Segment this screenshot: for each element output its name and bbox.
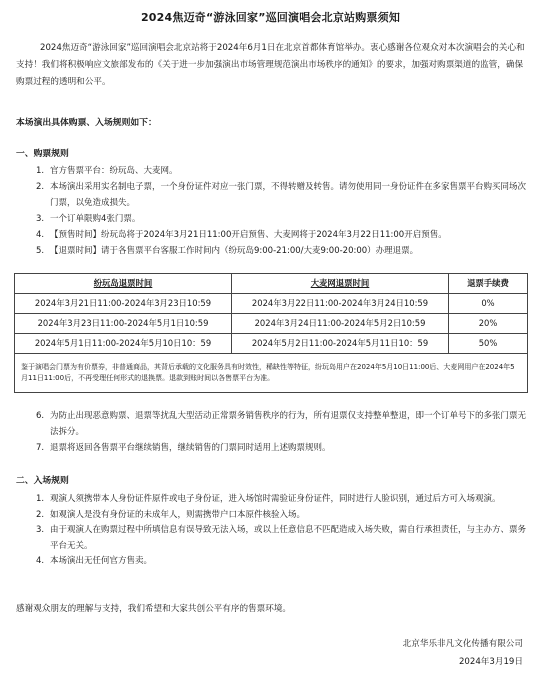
table-header-fee: 退票手续费 — [449, 274, 528, 294]
table-header-damai: 大麦网退票时间 — [232, 274, 449, 294]
list-item: 6. 为防止出现恶意购票、退票等扰乱大型活动正常票务销售秩序的行为，所有退票仅支持整单整退，即一个订单号下的多张门票无法拆分。 — [36, 411, 527, 437]
rules-heading: 本场演出具体购票、入场规则如下： — [16, 118, 157, 128]
table-row — [15, 314, 528, 334]
purchase-rules-list — [36, 163, 526, 259]
list-item: 5. 【退票时间】请于各售票平台客服工作时间内（纷玩岛9:00-21:00/大麦9:00-20:00）办理退票。 — [36, 246, 419, 256]
entry-rules-list — [36, 492, 526, 570]
list-item: 1. 官方售票平台：纷玩岛、大麦网。 — [36, 166, 178, 176]
table-cell: 2024年5月2日11:00-2024年5月11日10：59 — [232, 334, 449, 354]
list-item: 1. 观演人须携带本人身份证件原件或电子身份证，进入场馆时需验证身份证件，同时进行人脸识别，通过后方可入场观演。 — [36, 494, 501, 504]
table-cell: 2024年3月23日11:00-2024年5月1日10:59 — [15, 314, 232, 334]
table-header-row — [15, 274, 528, 294]
company-signature: 北京华乐非凡文化传播有限公司 — [402, 639, 523, 649]
table-note-row — [15, 354, 528, 393]
list-item: 2. 本场演出采用实名制电子票，一个身份证件对应一张门票，不得转赠及转售。请勿使用同一身份证件在多家售票平台购买同场次门票，以免造成损失。 — [36, 182, 527, 208]
table-cell: 50% — [449, 334, 528, 354]
table-row — [15, 294, 528, 314]
refund-table — [14, 273, 528, 393]
document-title: 2024焦迈奇“游泳回家”巡回演唱会北京站购票须知 — [140, 11, 401, 24]
table-cell: 2024年3月22日11:00-2024年3月24日10:59 — [232, 294, 449, 314]
document-date: 2024年3月19日 — [458, 657, 523, 667]
section1-heading: 一、购票规则 — [16, 149, 69, 159]
list-item: 3. 由于观演人在购票过程中所填信息有误导致无法入场，或以上任意信息不匹配造成入场失败，需自行承担责任，与主办方、票务平台无关。 — [36, 525, 527, 551]
table-row — [15, 334, 528, 354]
table-cell: 2024年3月24日11:00-2024年5月2日10:59 — [232, 314, 449, 334]
table-note: 鉴于演唱会门票为有价票券，非普通商品，其背后承载的文化服务具有时效性，稀缺性等特征，纷玩岛用户在2024年5月10日11:00后、大麦网用户在2024年5月11日11:00后，不再受理任何形式的退换票。退款到账时间以各售票平台为准。 — [15, 354, 528, 393]
table-header-fenwandao: 纷玩岛退票时间 — [15, 274, 232, 294]
table-cell: 2024年5月1日11:00-2024年5月10日10：59 — [15, 334, 232, 354]
list-item: 4. 【预售时间】纷玩岛将于2024年3月21日11:00开启预售、大麦网将于2024年3月22日11:00开启预售。 — [36, 230, 447, 240]
intro-paragraph: 2024焦迈奇“游泳回家”巡回演唱会北京站将于2024年6月1日在北京首都体育馆举办。衷心感谢各位观众对本次演唱会的关心和支持！我们将积极响应文旅部发布的《关于进一步加强演出市场管理规范演出市场秩序的通知》的要求，加强对购票渠道的监管，确保购票过程的透明和公平。 — [16, 43, 525, 87]
purchase-rules-list-continued — [36, 408, 526, 456]
closing-text: 感谢观众朋友的理解与支持，我们希望和大家共创公平有序的售票环境。 — [16, 604, 292, 614]
section2-heading: 二、入场规则 — [16, 476, 69, 486]
table-cell: 2024年3月21日11:00-2024年3月23日10:59 — [15, 294, 232, 314]
table-cell: 20% — [449, 314, 528, 334]
list-item: 7. 退票将返回各售票平台继续销售，继续销售的门票同时适用上述购票规则。 — [36, 443, 331, 453]
list-item: 4. 本场演出无任何官方售卖。 — [36, 556, 153, 566]
table-cell: 0% — [449, 294, 528, 314]
list-item: 3. 一个订单限购4张门票。 — [36, 214, 141, 224]
list-item: 2. 如观演人是没有身份证的未成年人，则需携带户口本原件核验入场。 — [36, 509, 306, 520]
